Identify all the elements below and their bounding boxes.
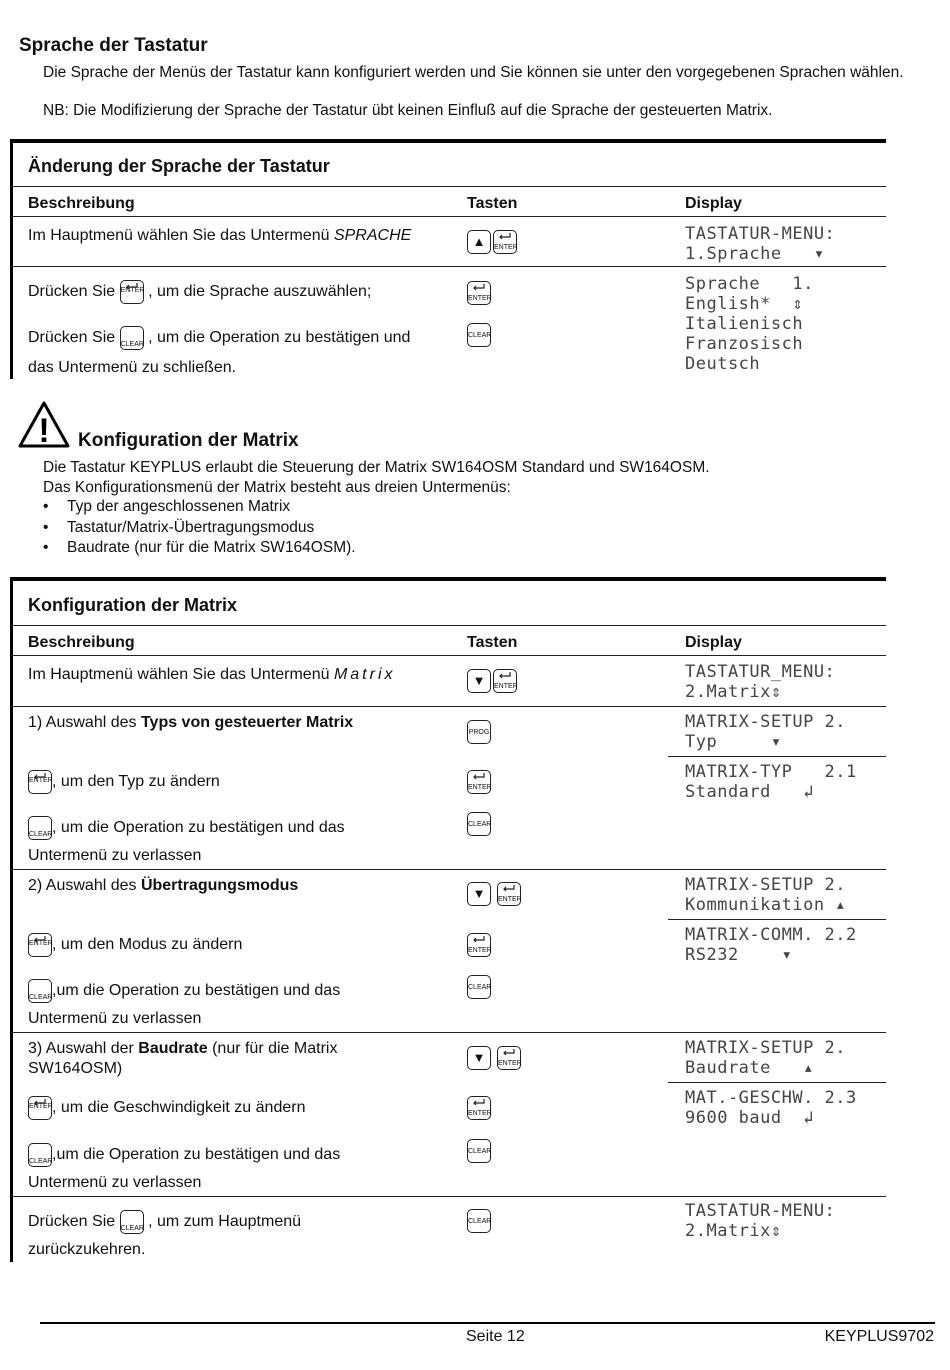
lcd-display: MATRIX-TYP 2.1 Standard ↲ xyxy=(685,762,857,802)
table-row-text: SW164OSM) xyxy=(28,1060,123,1077)
paragraph: Die Sprache der Menüs der Tastatur kann konfiguriert werden und Sie können sie unter den vorgegebenen Sprachen wählen. xyxy=(43,64,904,81)
clear-key-icon: CLEAR xyxy=(467,1139,491,1163)
table-row-text: CLEAR ,um die Operation zu bestätigen und das xyxy=(28,1143,340,1167)
table-row-text: 2) Auswahl des Übertragungsmodus xyxy=(28,877,299,894)
enter-key-icon: ENTER xyxy=(28,1096,52,1120)
down-arrow-key-icon: ▼ xyxy=(467,669,491,693)
clear-key-icon: CLEAR xyxy=(467,1209,491,1233)
paragraph: NB: Die Modifizierung der Sprache der Tastatur übt keinen Einfluß auf die Sprache der gesteuerten Matrix. xyxy=(43,102,773,119)
lcd-display: TASTATUR-MENU: 1.Sprache ▾ xyxy=(685,224,836,264)
clear-key-icon: CLEAR xyxy=(28,1143,52,1167)
bullet-list xyxy=(43,497,356,559)
col-header-description: Beschreibung xyxy=(28,195,135,212)
table-row-text: ENTER , um den Typ zu ändern xyxy=(28,770,220,794)
clear-key-icon: CLEAR xyxy=(467,812,491,836)
table-row-text: Drücken Sie CLEAR , um die Operation zu bestätigen und xyxy=(28,326,410,350)
down-arrow-key-icon: ▼ xyxy=(467,1046,491,1070)
table-row-text: Drücken Sie ENTER , um die Sprache auszuwählen; xyxy=(28,280,371,304)
enter-key-icon: ENTER xyxy=(467,281,491,305)
up-arrow-key-icon: ▲ xyxy=(467,230,491,254)
section-title-sprache: Sprache der Tastatur xyxy=(19,35,208,56)
clear-key-icon: CLEAR xyxy=(467,323,491,347)
warning-icon xyxy=(18,400,70,448)
clear-key-icon: CLEAR xyxy=(120,326,144,350)
lcd-display: MATRIX-SETUP 2. Kommunikation ▴ xyxy=(685,875,847,915)
document-id: KEYPLUS9702 xyxy=(824,1328,934,1345)
enter-key-icon: ENTER xyxy=(493,230,517,254)
table-row-text: 3) Auswahl der Baudrate (nur für die Matrix xyxy=(28,1040,338,1057)
svg-text:!: ! xyxy=(38,412,50,448)
list-item: • Tastatur/Matrix-Übertragungsmodus xyxy=(43,518,356,539)
table-row-text: das Untermenü zu schließen. xyxy=(28,359,237,376)
list-item: • Baudrate (nur für die Matrix SW164OSM). xyxy=(43,538,356,559)
table-row-text: Untermenü zu verlassen xyxy=(28,1174,202,1191)
prog-key-icon: PROG xyxy=(467,720,491,744)
col-header-display: Display xyxy=(685,195,742,212)
table-row-text: Untermenü zu verlassen xyxy=(28,1010,202,1027)
clear-key-icon: CLEAR xyxy=(28,979,52,1003)
down-arrow-key-icon: ▼ xyxy=(467,882,491,906)
table-row-text: Im Hauptmenü wählen Sie das Untermenü SPRACHE xyxy=(28,227,412,244)
key-group xyxy=(467,230,517,254)
lcd-display: MAT.-GESCHW. 2.3 9600 baud ↲ xyxy=(685,1088,857,1128)
table-row-text: CLEAR , um die Operation zu bestätigen und das xyxy=(28,816,345,840)
enter-key-icon: ENTER xyxy=(467,933,491,957)
enter-key-icon: ENTER xyxy=(467,770,491,794)
enter-key-icon: ENTER xyxy=(497,1046,521,1070)
clear-key-icon: CLEAR xyxy=(28,816,52,840)
table-row-text: Im Hauptmenü wählen Sie das Untermenü Matrix xyxy=(28,666,396,683)
paragraph: Die Tastatur KEYPLUS erlaubt die Steuerung der Matrix SW164OSM Standard und SW164OSM. xyxy=(43,459,710,476)
lcd-display: MATRIX-SETUP 2. Baudrate ▴ xyxy=(685,1038,847,1078)
table-row-text: 1) Auswahl des Typs von gesteuerter Matrix xyxy=(28,714,354,731)
lcd-display: MATRIX-COMM. 2.2 RS232 ▾ xyxy=(685,925,857,965)
table-row-text: Untermenü zu verlassen xyxy=(28,847,202,864)
table-row-text: zurückzukehren. xyxy=(28,1241,146,1258)
enter-key-icon: ENTER xyxy=(467,1096,491,1120)
enter-key-icon: ENTER xyxy=(497,882,521,906)
enter-key-icon: ENTER xyxy=(493,669,517,693)
table-title: Konfiguration der Matrix xyxy=(28,595,238,615)
paragraph: Das Konfigurationsmenü der Matrix besteht aus dreien Untermenüs: xyxy=(43,479,511,496)
clear-key-icon: CLEAR xyxy=(467,975,491,999)
col-header-display: Display xyxy=(685,634,742,651)
lcd-display: Sprache 1. English* ⇕ Italienisch Franzosisch Deutsch xyxy=(685,274,814,374)
lcd-display: TASTATUR_MENU: 2.Matrix⇕ xyxy=(685,662,836,702)
list-item: • Typ der angeschlossenen Matrix xyxy=(43,497,356,518)
table-row-text: CLEAR ,um die Operation zu bestätigen und das xyxy=(28,979,340,1003)
enter-key-icon: ENTER xyxy=(120,280,144,304)
table-row-text: Drücken Sie CLEAR , um zum Hauptmenü xyxy=(28,1210,301,1234)
enter-key-icon: ENTER xyxy=(28,933,52,957)
col-header-description: Beschreibung xyxy=(28,634,135,651)
table-row-text: ENTER , um den Modus zu ändern xyxy=(28,933,242,957)
clear-key-icon: CLEAR xyxy=(120,1210,144,1234)
section-title-matrix: Konfiguration der Matrix xyxy=(78,430,299,451)
table-title: Änderung der Sprache der Tastatur xyxy=(28,156,330,176)
enter-key-icon: ENTER xyxy=(28,770,52,794)
lcd-display: MATRIX-SETUP 2. Typ ▾ xyxy=(685,712,847,752)
page-number: Seite 12 xyxy=(466,1328,525,1345)
col-header-keys: Tasten xyxy=(467,195,518,212)
col-header-keys: Tasten xyxy=(467,634,518,651)
table-row-text: ENTER , um die Geschwindigkeit zu ändern xyxy=(28,1096,305,1120)
footer-rule xyxy=(40,1322,935,1324)
lcd-display: TASTATUR-MENU: 2.Matrix⇕ xyxy=(685,1201,836,1241)
